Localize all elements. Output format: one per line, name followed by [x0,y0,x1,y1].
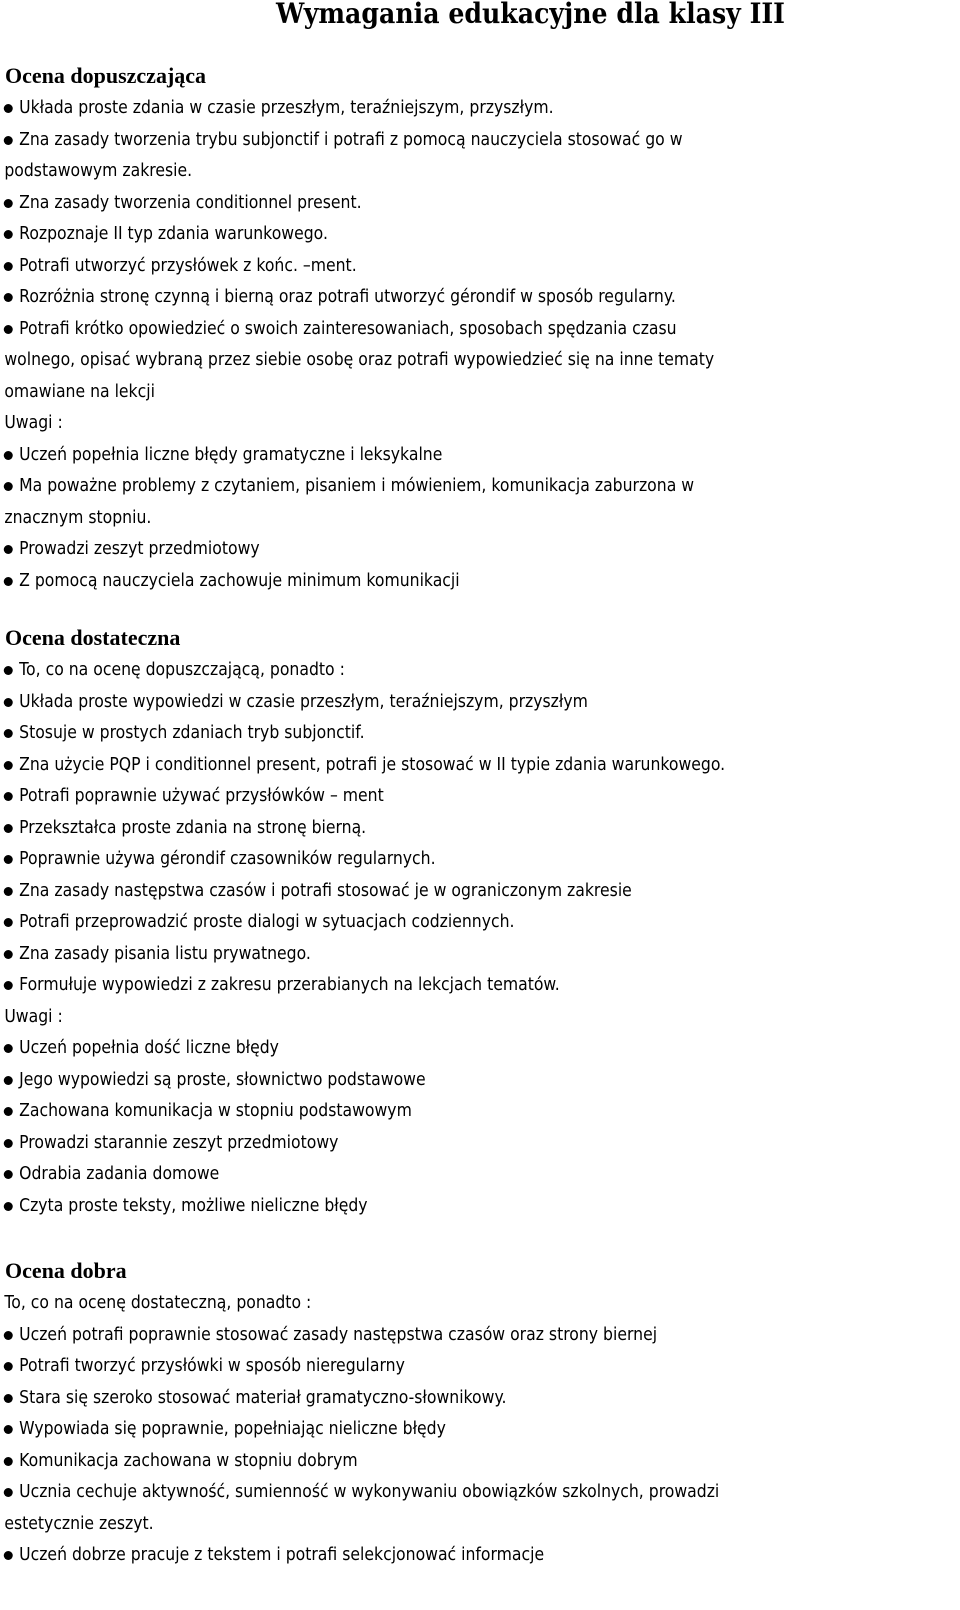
section-ocena-dostateczna [0,622,960,1221]
bullet-item: Prowadzi zeszyt przedmiotowy [0,533,835,565]
bullet-item: Zna użycie PQP i conditionnel present, potrafi je stosować w II typie zdania warunkowego. [0,749,835,781]
bullet-item: Przekształca proste zdania na stronę bierną. [0,812,835,844]
bullet-item: Zna zasady pisania listu prywatnego. [0,938,835,970]
bullet-item: Wypowiada się poprawnie, popełniając nieliczne błędy [0,1413,835,1445]
bullet-item: Poprawnie używa gérondif czasowników regularnych. [0,843,835,875]
bullet-item: Stara się szeroko stosować materiał gramatyczno-słownikowy. [0,1382,835,1414]
bullet-item: Uczeń popełnia liczne błędy gramatyczne i leksykalne [0,439,835,471]
bullet-item: Uczeń dobrze pracuje z tekstem i potrafi selekcjonować informacje [0,1539,835,1571]
bullet-item: Układa proste zdania w czasie przeszłym, teraźniejszym, przyszłym. [0,92,835,124]
bullet-item: Czyta proste teksty, możliwe nieliczne błędy [0,1190,835,1222]
bullet-item: Potrafi krótko opowiedzieć o swoich zainteresowaniach, sposobach spędzania czasu [0,313,835,345]
bullet-item: Rozróżnia stronę czynną i bierną oraz potrafi utworzyć gérondif w sposób regularny. [0,281,835,313]
bullet-item: Formułuje wypowiedzi z zakresu przerabianych na lekcjach tematów. [0,969,835,1001]
bullet-item: Z pomocą nauczyciela zachowuje minimum komunikacji [0,565,835,597]
section-ocena-dopuszczajaca [0,60,960,596]
bullet-item: Ucznia cechuje aktywność, sumienność w wykonywaniu obowiązków szkolnych, prowadzi [0,1476,835,1508]
bullet-item: Potrafi poprawnie używać przysłówków – ment [0,780,835,812]
bullet-item: Zna zasady tworzenia trybu subjonctif i potrafi z pomocą nauczyciela stosować go w [0,124,835,156]
bullet-item: Uczeń potrafi poprawnie stosować zasady następstwa czasów oraz strony biernej [0,1319,835,1351]
paragraph-line: To, co na ocenę dostateczną, ponadto : [4,1292,312,1313]
section-lines [0,92,960,596]
bullet-item: Rozpoznaje II typ zdania warunkowego. [0,218,835,250]
continuation-line: omawiane na lekcji [4,380,155,402]
section-lines [0,1287,960,1571]
section-ocena-dobra [0,1255,960,1571]
continuation-line: estetycznie zeszyt. [4,1512,154,1534]
bullet-item: Potrafi tworzyć przysłówki w sposób nieregularny [0,1350,835,1382]
section-heading: Ocena dopuszczająca [5,63,207,88]
bullet-item: Potrafi przeprowadzić proste dialogi w sytuacjach codziennych. [0,906,835,938]
bullet-item: Komunikacja zachowana w stopniu dobrym [0,1445,835,1477]
bullet-item: Uczeń popełnia dość liczne błędy [0,1032,835,1064]
continuation-line: podstawowym zakresie. [4,160,193,181]
bullet-item: Stosuje w prostych zdaniach tryb subjonctif. [0,717,835,749]
continuation-line: znacznym stopniu. [4,506,152,528]
paragraph-line: Uwagi : [4,412,63,433]
bullet-item: Potrafi utworzyć przysłówek z końc. –ment. [0,250,835,282]
bullet-item: Zachowana komunikacja w stopniu podstawowym [0,1095,835,1127]
bullet-item: Odrabia zadania domowe [0,1158,835,1190]
bullet-item: Prowadzi starannie zeszyt przedmiotowy [0,1127,835,1159]
bullet-item: Zna zasady tworzenia conditionnel present. [0,187,835,219]
continuation-line: wolnego, opisać wybraną przez siebie osobę oraz potrafi wypowiedzieć się na inne tematy [4,349,715,370]
bullet-item: Zna zasady następstwa czasów i potrafi stosować je w ograniczonym zakresie [0,875,835,907]
section-heading: Ocena dobra [5,1258,127,1283]
paragraph-line: Uwagi : [4,1005,63,1027]
bullet-item: Układa proste wypowiedzi w czasie przeszłym, teraźniejszym, przyszłym [0,686,835,718]
bullet-item: Ma poważne problemy z czytaniem, pisaniem i mówieniem, komunikacja zaburzona w [0,470,835,502]
bullet-item: Jego wypowiedzi są proste, słownictwo podstawowe [0,1064,835,1096]
section-heading: Ocena dostateczna [5,625,181,650]
bullet-item: To, co na ocenę dopuszczającą, ponadto : [0,654,835,686]
section-lines [0,654,960,1221]
document-title: Wymagania edukacyjne dla klasy III [276,0,785,30]
